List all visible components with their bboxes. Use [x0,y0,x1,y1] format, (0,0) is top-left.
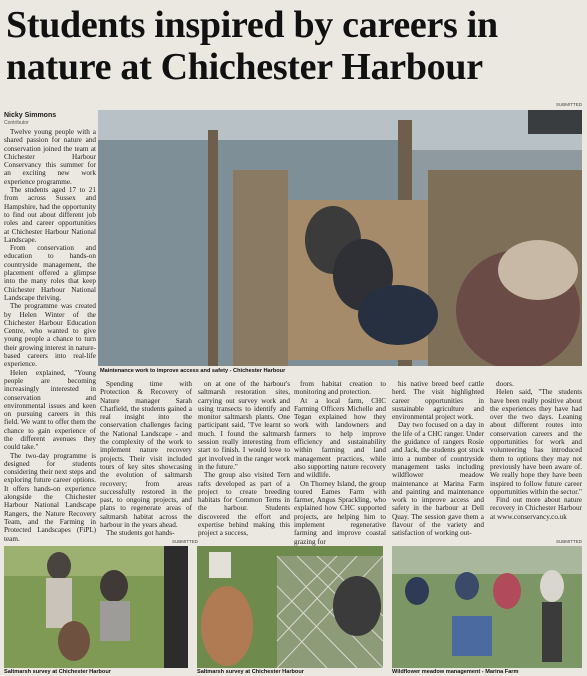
article-paragraph: Find out more about nature recovery in Chichester Harbour at www.conservancy.co.uk [490,496,582,521]
bottom-right-photo-credit: SUBMITTED [556,539,583,544]
bottom-left-photo-credit: SUBMITTED [172,539,199,544]
article-column-1 [4,128,96,543]
article-paragraph: on at one of the harbour's saltmarsh restoration sites, carrying out survey work and using transects to identify and monitor saltmarsh plants. One participant said, "I've learnt so much. I found the saltmarsh session really interesting from start to finish. I would love to get involved in the ranger work in the future." [198,380,290,471]
bottom-right-photo [392,546,582,668]
bottom-middle-caption: Saltmarsh survey at Chichester Harbour [197,669,304,675]
article-paragraph: from habitat creation to monitoring and protection. [294,380,386,397]
bottom-left-photo-image [4,546,188,668]
article-column-3 [198,380,290,538]
article-column-6 [490,380,582,521]
article-column-5 [392,380,484,538]
article-paragraph: The group also visited Tern rafts developed as part of a project to create breeding habitats for Common Terns in the harbour. Students discovered the effort and expertise behind making this project a success, [198,471,290,538]
article-column-4 [294,380,386,546]
article-paragraph: Spending time with Protection & Recovery of Nature manager Sarah Chatfield, the students gained a real insight into the conservation challenges facing the National Landscape - and the complexity of the work to implement nature recovery projects. Their visit included tours of key sites showcasing the evolution of saltmarsh recovery; from areas successfully restored in the past, to ongoing projects, and plans to regenerate areas of saltmarsh habitat across the harbour in the years ahead. [100,380,192,530]
article-paragraph: The programme was created by Helen Winter of the Chichester Harbour Education Centre, who wanted to give young people a chance to turn their growing interest in nature-based careers into real-life experience. [4,302,96,369]
byline-role: Contributor [4,120,29,126]
main-photo [98,110,582,366]
article-paragraph: The two-day programme is designed for students considering their next steps and exploring future career options. It offers hands-on experience alongside the Chichester Harbour National Landscape Rangers, the Nature Recovery Team, and the Farming in Protected Landscapes (FiPL) team. [4,451,96,543]
article-column-2 [100,380,192,538]
bottom-left-photo [4,546,188,668]
bottom-right-caption: Wildflower meadow management - Marina Farm [392,669,519,675]
article-paragraph: The students got hands- [106,529,175,538]
article-paragraph: Twelve young people with a shared passion for nature and conservation joined the team at Chichester Harbour Conservancy this summer for an exciting new work experience programme. [4,128,96,186]
main-photo-image [98,110,582,366]
bottom-left-caption: Saltmarsh survey at Chichester Harbour [4,669,111,675]
article-paragraph: Helen explained, "Young people are becoming increasingly interested in conservation and environmental issues and keen on pursuing careers in this field. We want to offer them the chance to gain experience of the different avenues they could take." [4,368,96,452]
article-paragraph: At a local farm, CHC Farming Officers Michelle and Tegan explained how they work with landowners and farmers to help improve efficiency and sustainability within farming and land management practices, while also supporting nature recovery and wildlife. [294,396,386,480]
bottom-middle-photo-image [197,546,383,668]
main-photo-caption: Maintenance work to improve access and safety - Chichester Harbour [100,368,286,374]
byline-name: Nicky Simmons [4,112,57,119]
main-photo-credit: SUBMITTED [556,102,583,107]
headline-line-2: nature at Chichester Harbour [6,46,483,88]
article-paragraph: On Thorney Island, the group toured Eames Farm with farmer, Angus Sprackling, who explained how CHC supported projects, are helping him to implement regenerative farming and improve coastal grazing for [294,479,386,546]
article-paragraph: his native breed beef cattle herd. The visit highlighted career opportunities in sustainable agriculture and environmental project work. [392,380,484,422]
article-paragraph: The students aged 17 to 21 from across Sussex and Hampshire, had the opportunity to find out about different job roles and career opportunities at Chichester Harbour National Landscape. [4,186,96,244]
bottom-middle-photo [197,546,383,668]
headline-line-1: Students inspired by careers in [6,4,498,46]
article-paragraph: From conservation and education to hands-on countryside management, the placement offered a glimpse into the many roles that keep Chichester Harbour National Landscape thriving. [4,244,96,302]
article-paragraph: doors. [496,380,514,388]
article-paragraph: Helen said, "The students have been really positive about the experiences they have had over the two days. Leaning about different routes into conservation careers and the opportunities for work and volunteering has introduced them to options they may not previously have been aware of. We really hope they have been inspired to follow future career opportunities within the sector." [490,388,582,496]
article-paragraph: Day two focused on a day in the life of a CHC ranger. Under the guidance of rangers Rosie and Jack, the students got stuck into a number of countryside management tasks including wildflower meadow maintenance at Marina Farm and painting and maintenance work to improve access and safety in the harbour at Dell Quay. The session gave them a flavour of the variety and satisfaction of working out- [392,421,484,538]
bottom-right-photo-image [392,546,582,668]
headline [6,4,584,88]
